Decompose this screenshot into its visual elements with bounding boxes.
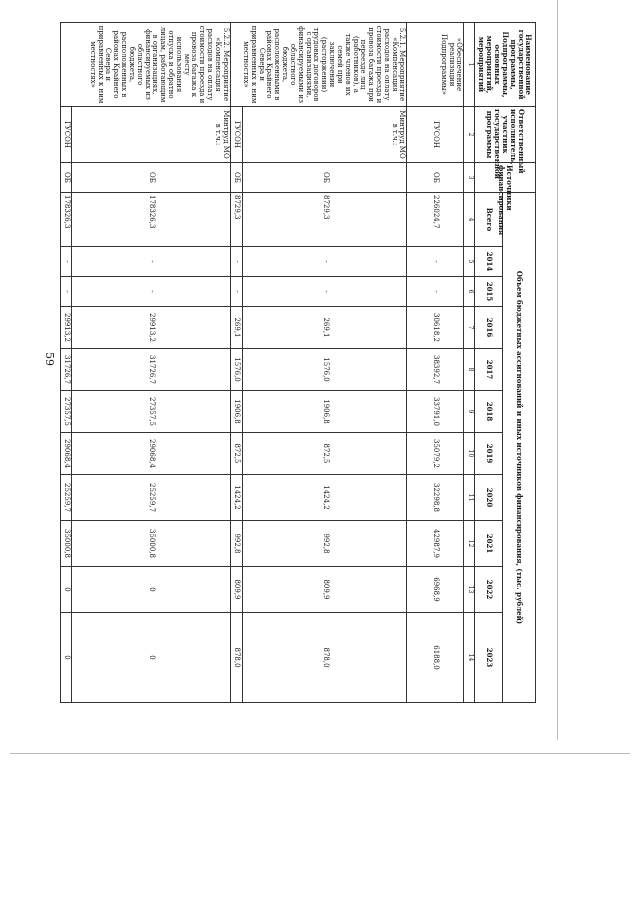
row-value: 878,0 xyxy=(230,613,242,703)
row-responsible: ГУСОН xyxy=(230,107,242,163)
row-value: 32298,8 xyxy=(407,475,464,521)
col-header-year: 2020 xyxy=(475,475,503,521)
row-source: ОБ xyxy=(61,163,73,193)
col-number: 6 xyxy=(464,277,475,307)
row-value: 0 xyxy=(61,613,73,703)
page-number: 59 xyxy=(43,352,56,366)
row-name: 5.2.2. Мероприятие «Компенсация расходов на оплату стоимости проезда и провоза багажа к месту использования отпуска и обратно лицам, работающим в организациях, финансируемых из областного бюджета, расположенных в районах Крайнего Севера и приравненных к ним местностях» xyxy=(61,23,231,107)
table-row xyxy=(407,23,464,703)
row-source: ОБ xyxy=(230,163,242,193)
table-row xyxy=(72,23,230,703)
col-number: 7 xyxy=(464,307,475,349)
row-value: 809,9 xyxy=(230,567,242,613)
col-header-responsible: Ответственный исполнитель, участник государственной программы xyxy=(475,107,536,163)
col-header-year: 2016 xyxy=(475,307,503,349)
row-value: 1576,0 xyxy=(230,349,242,391)
col-number: 1 xyxy=(464,23,475,107)
row-value: 872,5 xyxy=(242,433,407,475)
col-header-total: Всего xyxy=(475,193,503,247)
col-header-name: Наименование государственной программы, Подпрограммы, основных мероприятий, мероприятий xyxy=(475,23,536,107)
row-value: 269,1 xyxy=(230,307,242,349)
col-number: 14 xyxy=(464,613,475,703)
row-value: 33791,0 xyxy=(407,391,464,433)
col-number: 11 xyxy=(464,475,475,521)
col-number: 2 xyxy=(464,107,475,163)
row-value: 35079,2 xyxy=(407,433,464,475)
row-value: 25259,7 xyxy=(61,475,73,521)
col-number: 5 xyxy=(464,247,475,277)
row-responsible: Минтруд МО в т.ч.: xyxy=(72,107,230,163)
col-number: 12 xyxy=(464,521,475,567)
row-value: 0 xyxy=(72,613,230,703)
row-responsible: ГУСОН xyxy=(61,107,73,163)
col-number: 13 xyxy=(464,567,475,613)
col-header-year: 2017 xyxy=(475,349,503,391)
col-header-year: 2015 xyxy=(475,277,503,307)
row-value: - xyxy=(72,247,230,277)
row-total: 8729,3 xyxy=(230,193,242,247)
row-value: 1906,8 xyxy=(230,391,242,433)
row-value: 29913,2 xyxy=(61,307,73,349)
row-responsible: Минтруд МО в т.ч.: xyxy=(242,107,407,163)
row-value: - xyxy=(407,277,464,307)
row-total: 8729,3 xyxy=(242,193,407,247)
table-row xyxy=(242,23,407,703)
row-value: - xyxy=(61,277,73,307)
row-value: 31726,7 xyxy=(61,349,73,391)
row-value: 29068,4 xyxy=(72,433,230,475)
row-value: 878,0 xyxy=(242,613,407,703)
row-source: ОБ xyxy=(242,163,407,193)
col-number: 8 xyxy=(464,349,475,391)
row-value: 269,1 xyxy=(242,307,407,349)
row-value: 25259,7 xyxy=(72,475,230,521)
row-total: 178326,3 xyxy=(72,193,230,247)
row-source: ОБ xyxy=(407,163,464,193)
row-total: 178326,3 xyxy=(61,193,73,247)
col-header-year: 2022 xyxy=(475,567,503,613)
col-header-year: 2021 xyxy=(475,521,503,567)
row-value: - xyxy=(242,277,407,307)
row-value: 809,9 xyxy=(242,567,407,613)
row-value: 1424,2 xyxy=(242,475,407,521)
col-header-year: 2018 xyxy=(475,391,503,433)
row-value: 992,8 xyxy=(242,521,407,567)
row-value: 42987,9 xyxy=(407,521,464,567)
col-header-year: 2014 xyxy=(475,247,503,277)
table-row xyxy=(230,23,242,703)
row-value: 27357,5 xyxy=(61,391,73,433)
row-name: 5.2.1. Мероприятие «Компенсация расходов на оплату стоимости проезда и провоза багажа при переезде лиц (работников), а также членов их семей при заключении (расторжении) трудовых договоров с организациями, финансируемыми из областного бюджета, расположенными в районах Крайнего Севера и приравненных к ним местностях» xyxy=(230,23,407,107)
table-row xyxy=(61,23,73,703)
row-value: 0 xyxy=(61,567,73,613)
row-value: 6968,9 xyxy=(407,567,464,613)
rotated-table-container xyxy=(60,22,536,702)
col-header-financing-group: Объем бюджетных ассигнований и иных источников финансирования, (тыс. рублей) xyxy=(503,193,536,703)
row-value: 35000,8 xyxy=(72,521,230,567)
row-value: - xyxy=(72,277,230,307)
row-value: 1906,8 xyxy=(242,391,407,433)
row-value: 992,8 xyxy=(230,521,242,567)
row-value: - xyxy=(242,247,407,277)
row-total: 226024,7 xyxy=(407,193,464,247)
financing-table xyxy=(60,22,536,703)
row-value: 29068,4 xyxy=(61,433,73,475)
row-value: 1424,2 xyxy=(230,475,242,521)
row-responsible: ГУСОН xyxy=(407,107,464,163)
col-header-source: Источники финансирования xyxy=(475,163,536,193)
row-value: - xyxy=(230,277,242,307)
row-source: ОБ xyxy=(72,163,230,193)
col-number: 10 xyxy=(464,433,475,475)
row-value: - xyxy=(407,247,464,277)
col-number: 3 xyxy=(464,163,475,193)
row-value: 30618,2 xyxy=(407,307,464,349)
row-value: 872,5 xyxy=(230,433,242,475)
row-value: 27357,5 xyxy=(72,391,230,433)
row-value: 0 xyxy=(72,567,230,613)
row-value: 6188,0 xyxy=(407,613,464,703)
row-value: 35000,8 xyxy=(61,521,73,567)
col-header-year: 2023 xyxy=(475,613,503,703)
page-edge-line xyxy=(557,0,558,740)
col-number: 4 xyxy=(464,193,475,247)
col-header-year: 2019 xyxy=(475,433,503,475)
row-value: - xyxy=(230,247,242,277)
page-edge-line xyxy=(10,753,630,754)
row-name: «Обеспечение реализации Подпрограммы» xyxy=(407,23,464,107)
row-value: 38392,7 xyxy=(407,349,464,391)
row-value: 1576,0 xyxy=(242,349,407,391)
row-value: - xyxy=(61,247,73,277)
row-value: 31726,7 xyxy=(72,349,230,391)
row-value: 29913,2 xyxy=(72,307,230,349)
col-number: 9 xyxy=(464,391,475,433)
